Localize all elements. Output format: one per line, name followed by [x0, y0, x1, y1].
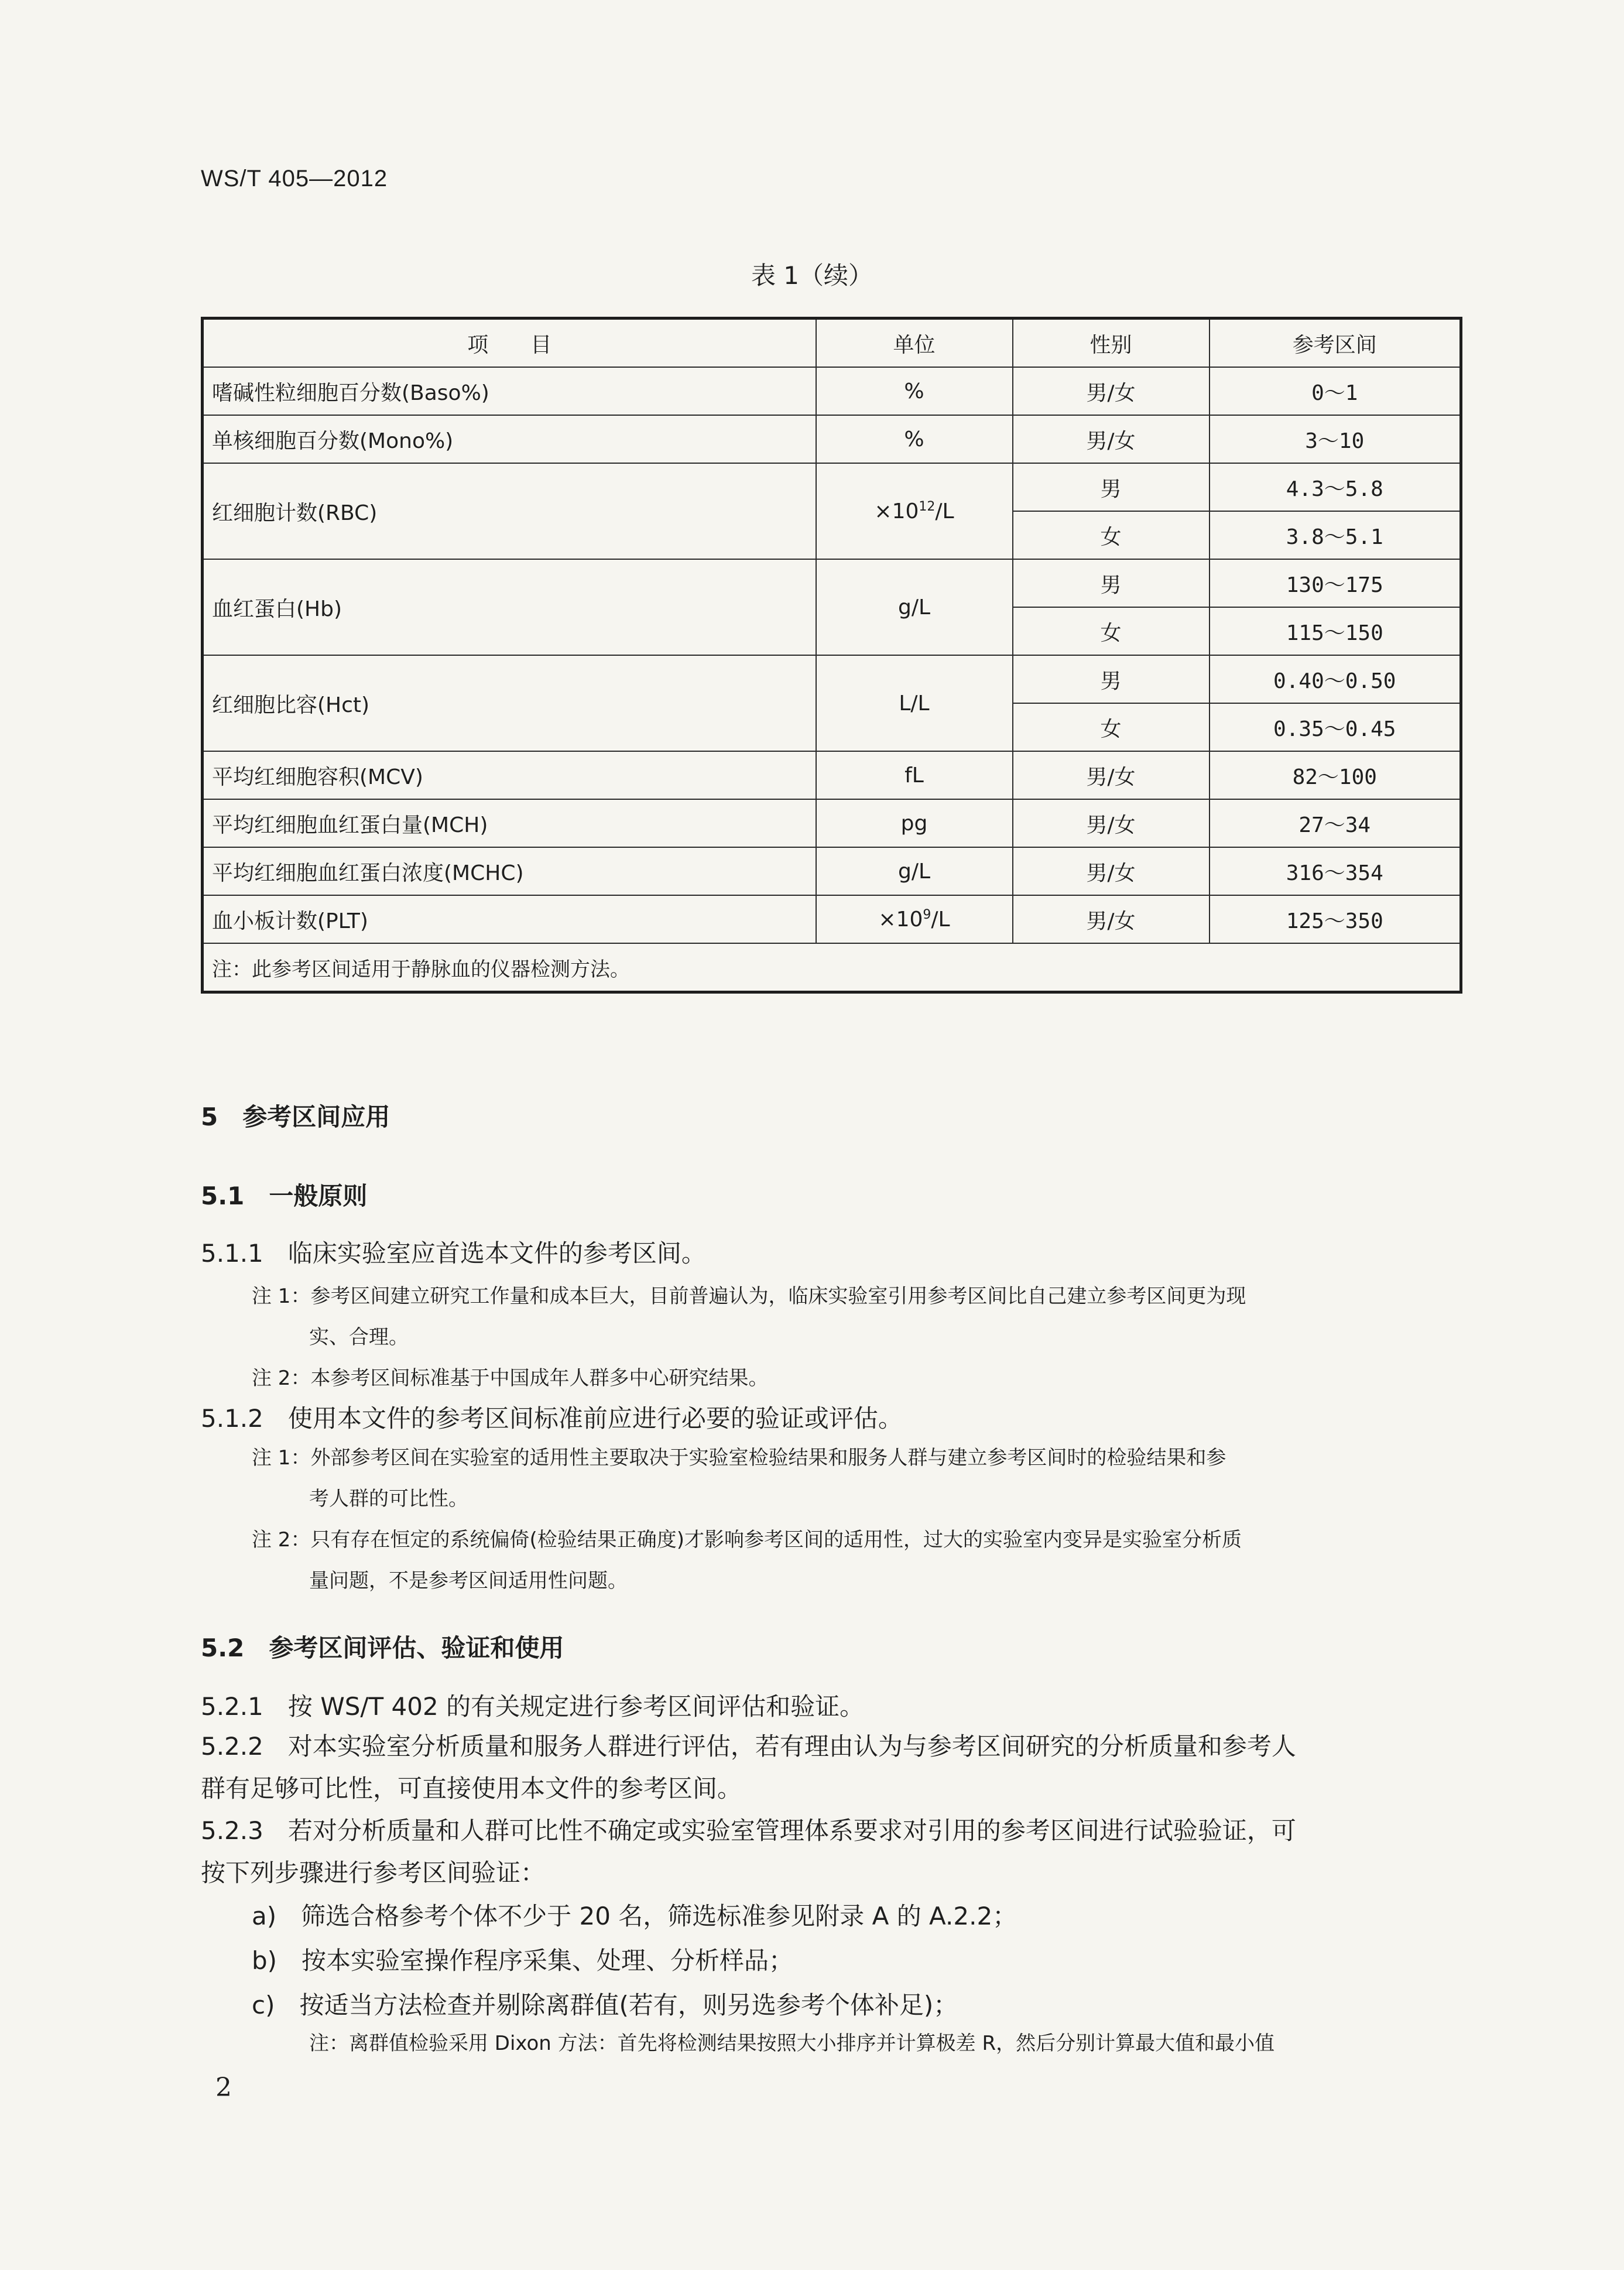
- table-row: [203, 559, 1461, 607]
- range-cell: 115～150: [1210, 607, 1461, 655]
- list-item-a: a) 筛选合格参考个体不少于 20 名，筛选标准参见附录 A 的 A.2.2；: [252, 1902, 1017, 1930]
- unit-cell: [816, 463, 1013, 559]
- item-cell: 单核细胞百分数(Mono%): [203, 415, 816, 463]
- list-item-c: c) 按适当方法检查并剔除离群值(若有，则另选参考个体补足)；: [252, 1991, 958, 2019]
- sex-cell: 男/女: [1013, 799, 1210, 847]
- clause-5-2-2-cont: 群有足够可比性，可直接使用本文件的参考区间。: [201, 1774, 742, 1803]
- item-cell: 嗜碱性粒细胞百分数(Baso%): [203, 367, 816, 415]
- range-cell: 0～1: [1210, 367, 1461, 415]
- item-cell: 红细胞比容(Hct): [203, 655, 816, 751]
- standard-code: WS/T 405—2012: [201, 166, 388, 191]
- clause-5-2-3: 5.2.3 若对分析质量和人群可比性不确定或实验室管理体系要求对引用的参考区间进行试验验证，可: [201, 1816, 1296, 1845]
- unit-base: ×10: [874, 499, 919, 523]
- table-row: [203, 415, 1461, 463]
- sex-cell: 男/女: [1013, 367, 1210, 415]
- range-cell: 4.3～5.8: [1210, 463, 1461, 511]
- item-cell: 平均红细胞血红蛋白量(MCH): [203, 799, 816, 847]
- item-cell: 血红蛋白(Hb): [203, 559, 816, 655]
- clause-5-1-2: 5.1.2 使用本文件的参考区间标准前应进行必要的验证或评估。: [201, 1404, 903, 1433]
- table-caption: 表 1（续）: [751, 261, 873, 290]
- sex-cell: 女: [1013, 511, 1210, 559]
- col-unit-header: 单位: [816, 319, 1013, 368]
- sex-cell: 女: [1013, 607, 1210, 655]
- section-5-2-heading: 5.2 参考区间评估、验证和使用: [201, 1634, 564, 1662]
- unit-cell: %: [816, 415, 1013, 463]
- unit-suffix: /L: [931, 907, 950, 932]
- range-cell: 27～34: [1210, 799, 1461, 847]
- item-cell: 平均红细胞血红蛋白浓度(MCHC): [203, 847, 816, 895]
- clause-5-2-3-cont: 按下列步骤进行参考区间验证：: [201, 1858, 546, 1887]
- table-note-row: [203, 943, 1461, 992]
- unit-cell: g/L: [816, 559, 1013, 655]
- sex-cell: 男: [1013, 559, 1210, 607]
- reference-interval-table: [201, 317, 1462, 994]
- note-5-1-2-1: 注 1：外部参考区间在实验室的适用性主要取决于实验室检验结果和服务人群与建立参考区间时的检验结果和参: [252, 1446, 1226, 1470]
- list-item-b: b) 按本实验室操作程序采集、处理、分析样品；: [252, 1946, 794, 1975]
- clause-5-2-2: 5.2.2 对本实验室分析质量和服务人群进行评估，若有理由认为与参考区间研究的分析质量和参考人: [201, 1732, 1296, 1761]
- table-note: 注：此参考区间适用于静脉血的仪器检测方法。: [203, 943, 1461, 992]
- range-cell: 125～350: [1210, 895, 1461, 943]
- clause-5-1-1: 5.1.1 临床实验室应首选本文件的参考区间。: [201, 1239, 706, 1268]
- section-5-heading: 5 参考区间应用: [201, 1103, 390, 1131]
- range-cell: 130～175: [1210, 559, 1461, 607]
- unit-cell: %: [816, 367, 1013, 415]
- page-number: 2: [215, 2073, 232, 2103]
- table-row: [203, 751, 1461, 799]
- table-row: [203, 655, 1461, 703]
- table-header-row: [203, 319, 1461, 368]
- note-5-1-1-1: 注 1：参考区间建立研究工作量和成本巨大，目前普遍认为，临床实验室引用参考区间比自己建立参考区间更为现: [252, 1285, 1246, 1308]
- range-cell: 3～10: [1210, 415, 1461, 463]
- col-sex-header: 性别: [1013, 319, 1210, 368]
- unit-cell: pg: [816, 799, 1013, 847]
- clause-5-2-1: 5.2.1 按 WS/T 402 的有关规定进行参考区间评估和验证。: [201, 1692, 865, 1721]
- unit-suffix: /L: [935, 499, 954, 523]
- section-5-1-heading: 5.1 一般原则: [201, 1182, 368, 1210]
- table-row: [203, 847, 1461, 895]
- unit-exponent: 9: [923, 907, 931, 922]
- range-cell: 316～354: [1210, 847, 1461, 895]
- note-5-1-1-1-cont: 实、合理。: [309, 1326, 409, 1349]
- range-cell: 82～100: [1210, 751, 1461, 799]
- range-cell: 0.40～0.50: [1210, 655, 1461, 703]
- col-range-header: 参考区间: [1210, 319, 1461, 368]
- sex-cell: 男: [1013, 463, 1210, 511]
- note-5-1-2-2: 注 2：只有存在恒定的系统偏倚(检验结果正确度)才影响参考区间的适用性，过大的实验室内变异是实验室分析质: [252, 1528, 1242, 1552]
- table-row: [203, 463, 1461, 511]
- note-5-1-1-2: 注 2：本参考区间标准基于中国成年人群多中心研究结果。: [252, 1367, 769, 1390]
- sex-cell: 男/女: [1013, 847, 1210, 895]
- table-row: [203, 799, 1461, 847]
- unit-exponent: 12: [919, 499, 936, 514]
- range-cell: 3.8～5.1: [1210, 511, 1461, 559]
- range-cell: 0.35～0.45: [1210, 703, 1461, 751]
- unit-cell: L/L: [816, 655, 1013, 751]
- sex-cell: 男/女: [1013, 895, 1210, 943]
- unit-cell: [816, 895, 1013, 943]
- table-row: [203, 367, 1461, 415]
- note-5-1-2-1-cont: 考人群的可比性。: [309, 1487, 468, 1511]
- unit-cell: fL: [816, 751, 1013, 799]
- sex-cell: 男: [1013, 655, 1210, 703]
- unit-base: ×10: [878, 907, 923, 932]
- item-cell: 平均红细胞容积(MCV): [203, 751, 816, 799]
- sex-cell: 男/女: [1013, 415, 1210, 463]
- note-item-c: 注：离群值检验采用 Dixon 方法：首先将检测结果按照大小排序并计算极差 R，然后分别计算最大值和最小值: [309, 2032, 1275, 2055]
- col-item-header: 项 目: [203, 319, 816, 368]
- item-cell: 红细胞计数(RBC): [203, 463, 816, 559]
- table-row: [203, 895, 1461, 943]
- sex-cell: 女: [1013, 703, 1210, 751]
- sex-cell: 男/女: [1013, 751, 1210, 799]
- item-cell: 血小板计数(PLT): [203, 895, 816, 943]
- unit-cell: g/L: [816, 847, 1013, 895]
- note-5-1-2-2-cont: 量问题，不是参考区间适用性问题。: [309, 1569, 628, 1593]
